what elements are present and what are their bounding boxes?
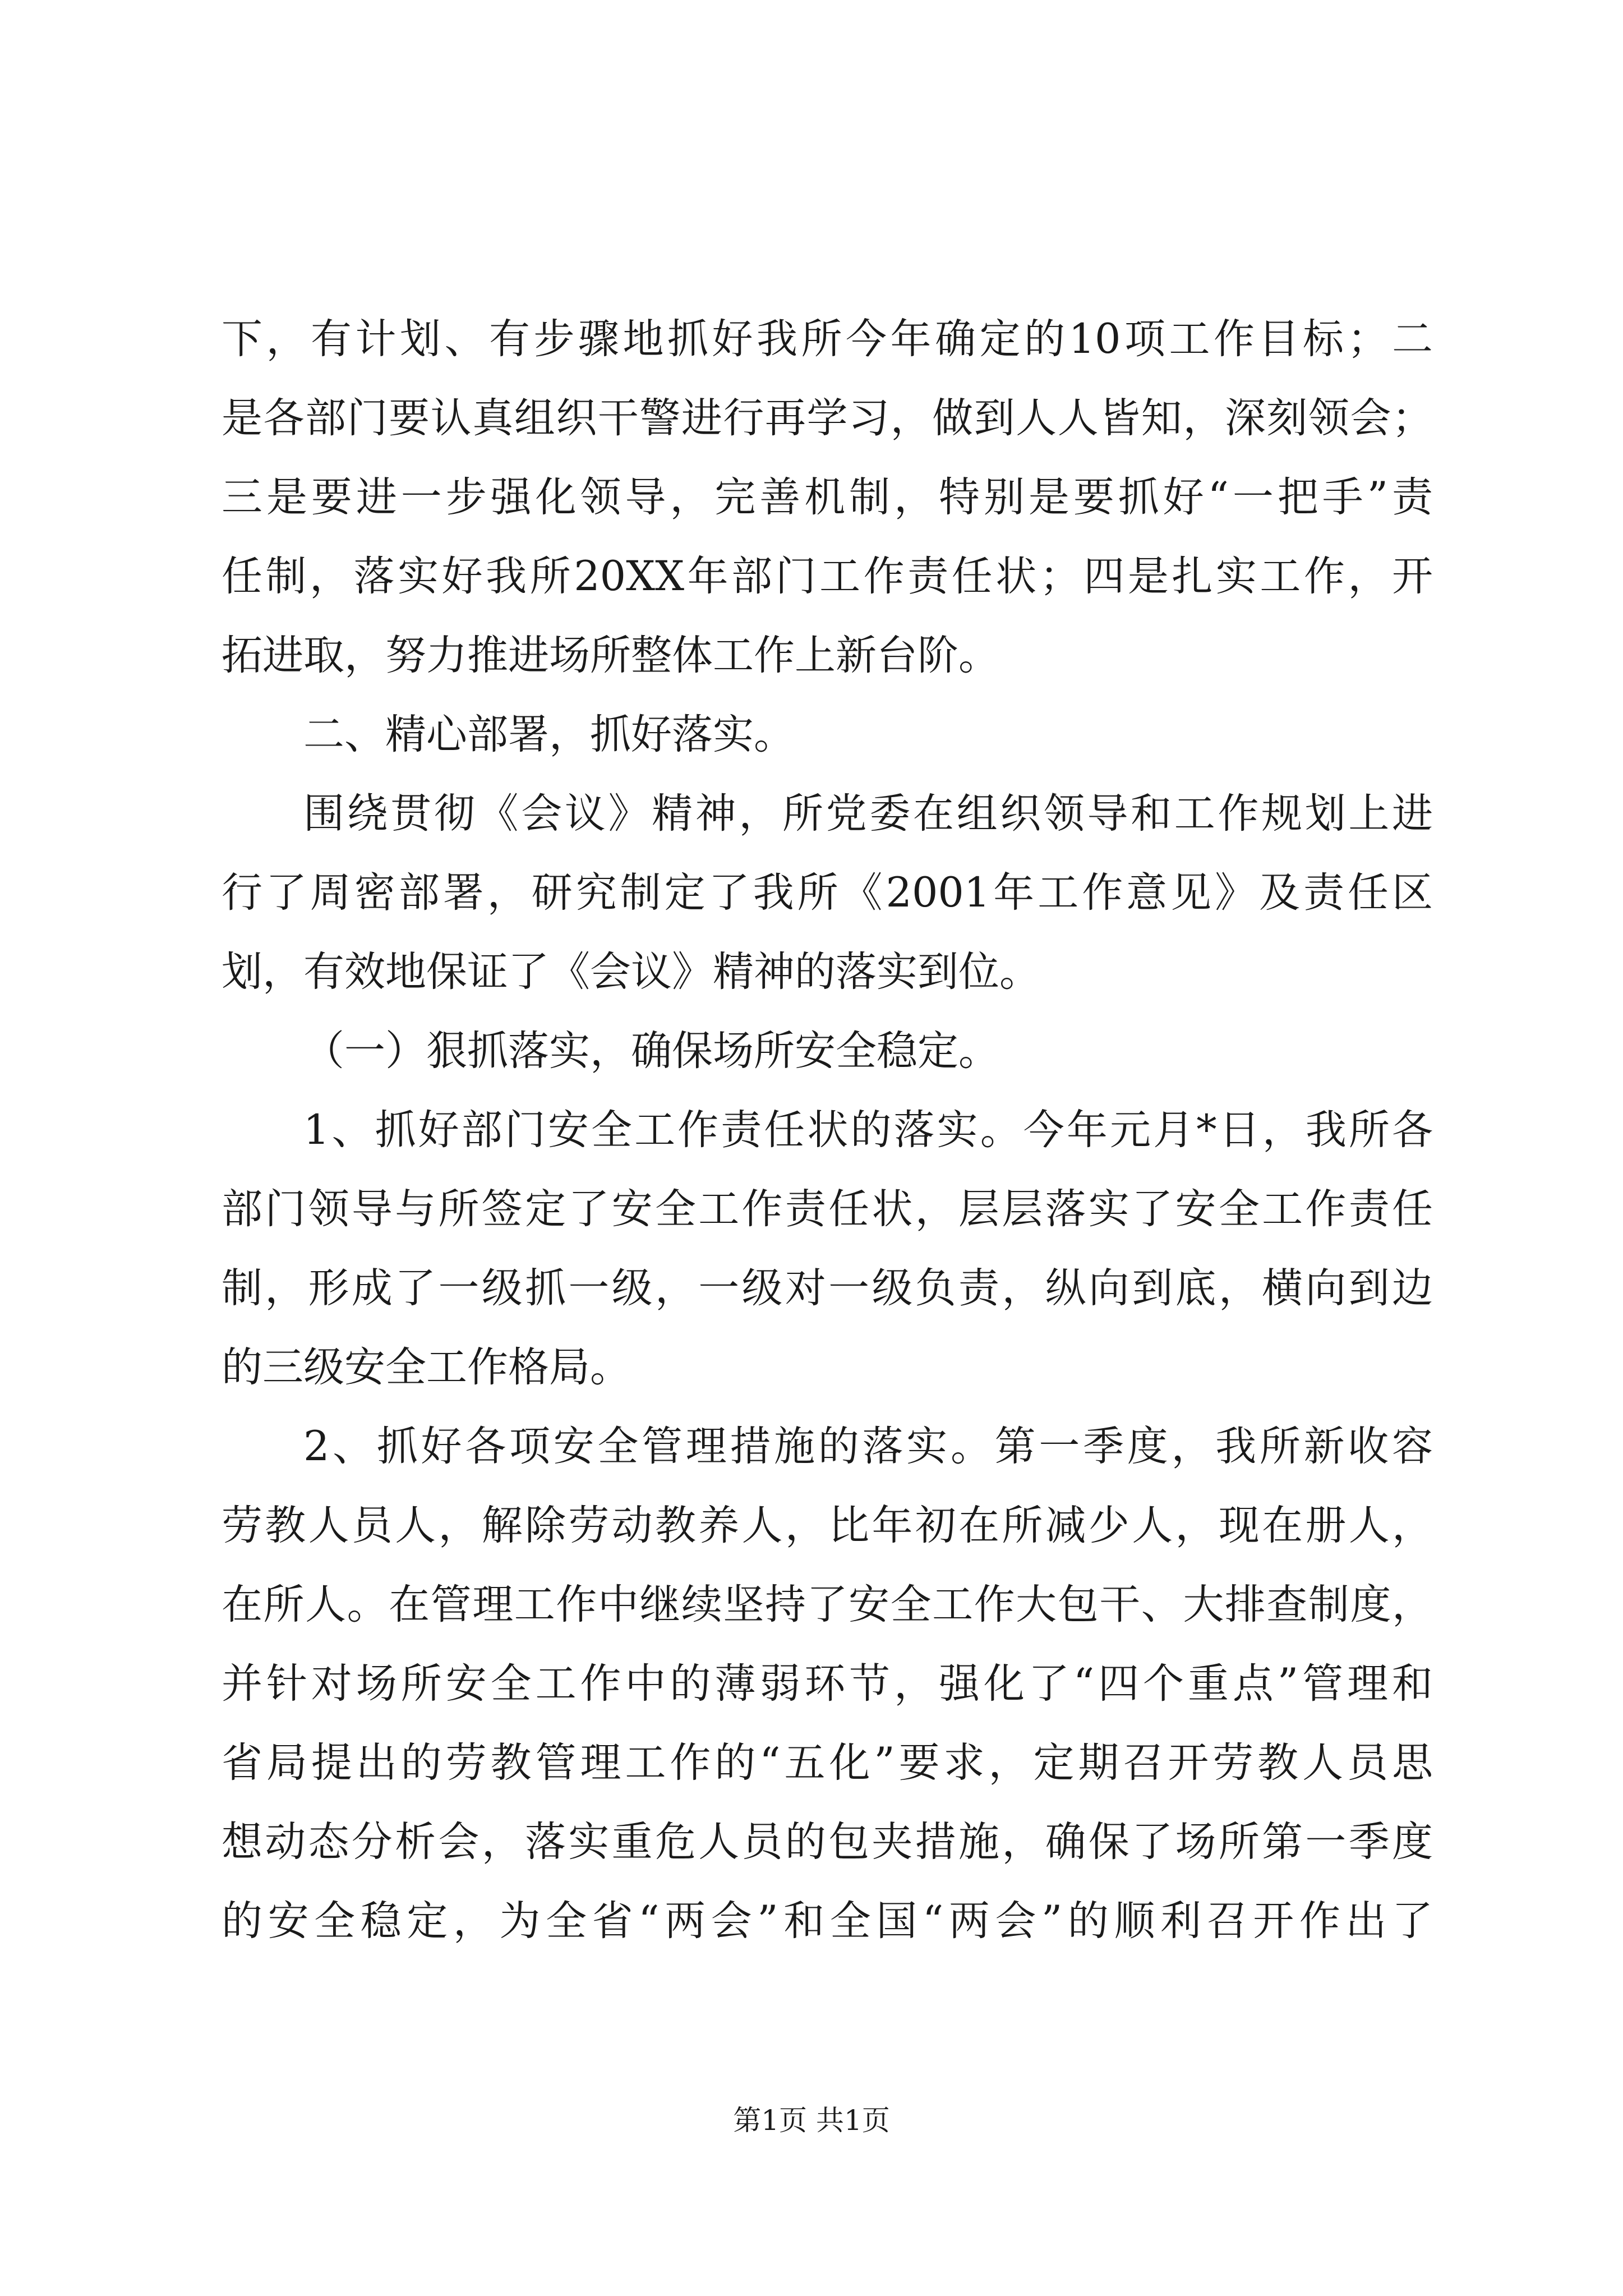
text-line: 制，形成了一级抓一级，一级对一级负责，纵向到底，横向到边 [222,1264,1433,1312]
text-line: 省局提出的劳教管理工作的“五化”要求，定期召开劳教人员思 [222,1739,1433,1787]
text-line: 行了周密部署，研究制定了我所《2001年工作意见》及责任区 [222,869,1433,917]
text-line: 想动态分析会，落实重危人员的包夹措施，确保了场所第一季度 [222,1818,1433,1866]
text-line: 拓进取，努力推进场所整体工作上新台阶。 [222,632,999,679]
text-line: 划，有效地保证了《会议》精神的落实到位。 [222,948,1040,996]
text-line: 是各部门要认真组织干警进行再学习，做到人人皆知，深刻领会； [222,394,1433,442]
text-line: 劳教人员人，解除劳动教养人，比年初在所减少人，现在册人， [222,1502,1433,1549]
text-line: 在所人。在管理工作中继续坚持了安全工作大包干、大排查制度， [222,1581,1433,1628]
text-line: 围绕贯彻《会议》精神，所党委在组织领导和工作规划上进 [303,790,1433,838]
text-line: 1、抓好部门安全工作责任状的落实。今年元月*日，我所各 [303,1106,1433,1154]
text-line: 部门领导与所签定了安全工作责任状，层层落实了安全工作责任 [222,1185,1433,1233]
text-line: 任制，落实好我所20XX年部门工作责任状；四是扎实工作，开 [222,553,1433,600]
text-line: 并针对场所安全工作中的薄弱环节，强化了“四个重点”管理和 [222,1660,1433,1708]
page-footer: 第1页 共1页 [733,2104,890,2137]
text-line: 2、抓好各项安全管理措施的落实。第一季度，我所新收容 [303,1423,1433,1470]
subsection-heading: （一）狠抓落实，确保场所安全稳定。 [303,1027,999,1075]
section-heading: 二、精心部署，抓好落实。 [303,711,795,758]
text-line: 的三级安全工作格局。 [222,1343,631,1391]
text-line: 下，有计划、有步骤地抓好我所今年确定的10项工作目标；二 [222,315,1433,363]
text-line: 的安全稳定，为全省“两会”和全国“两会”的顺利召开作出了 [222,1897,1433,1945]
text-line: 三是要进一步强化领导，完善机制，特别是要抓好“一把手”责 [222,473,1433,521]
